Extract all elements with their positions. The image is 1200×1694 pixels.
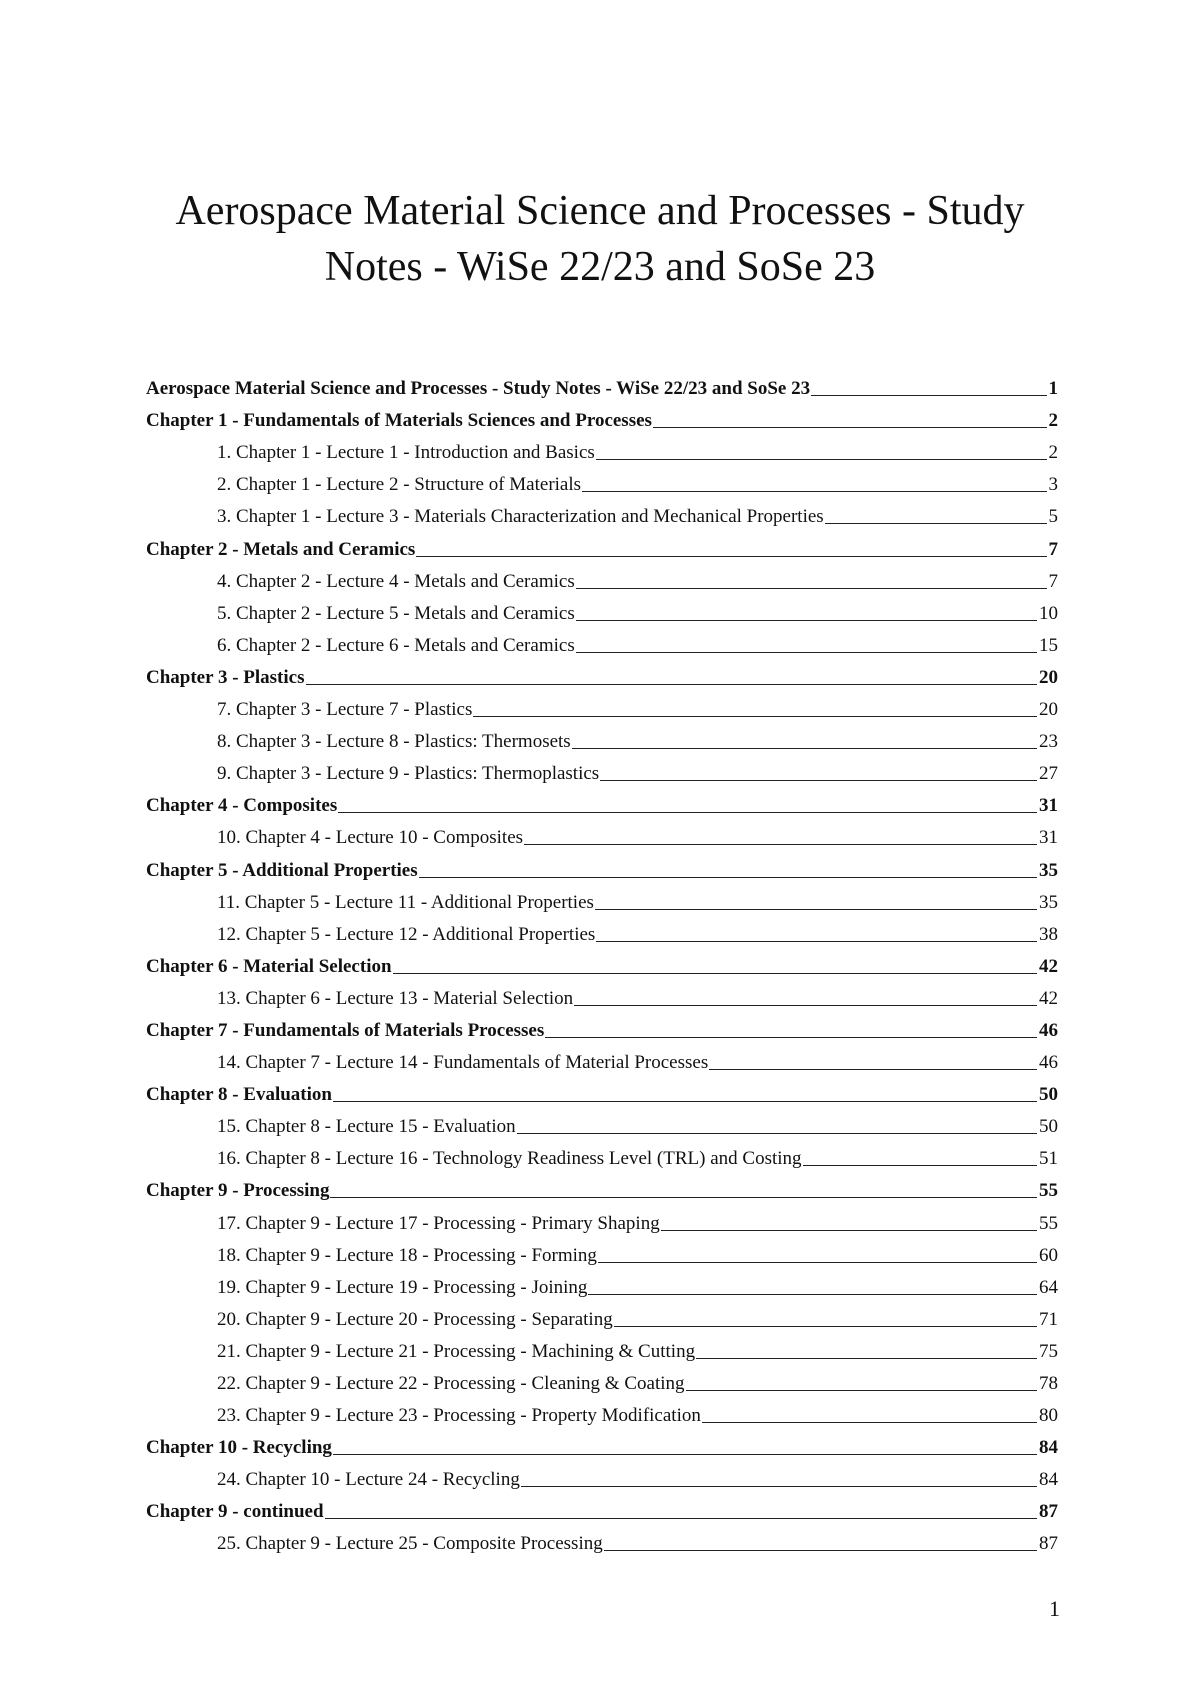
toc-entry-title: 20. Chapter 9 - Lecture 20 - Processing - Separating — [217, 1308, 613, 1330]
toc-entry-page: 87 — [1039, 1533, 1058, 1555]
toc-entry-title: 12. Chapter 5 - Lecture 12 - Additional Properties — [217, 923, 596, 945]
toc-entry-title: 25. Chapter 9 - Lecture 25 - Composite Processing — [217, 1533, 603, 1555]
toc-entry-page: 10 — [1039, 602, 1058, 624]
toc-entry-page: 35 — [1039, 891, 1058, 913]
toc-leader-line — [614, 1326, 1037, 1327]
toc-entry-page: 75 — [1039, 1340, 1058, 1362]
toc-leader-line — [576, 620, 1037, 621]
toc-leader-line — [653, 427, 1047, 428]
toc-leader-line — [686, 1390, 1037, 1391]
page-number: 1 — [1049, 1596, 1060, 1621]
toc-leader-line — [333, 1454, 1037, 1455]
toc-entry-page: 7 — [1048, 570, 1058, 592]
toc-entry-title: Chapter 1 - Fundamentals of Materials Sciences and Processes — [146, 410, 652, 432]
toc-entry-title: 9. Chapter 3 - Lecture 9 - Plastics: Thermoplastics — [217, 763, 600, 785]
toc-lecture-entry[interactable] — [146, 432, 1058, 464]
toc-leader-line — [338, 812, 1037, 813]
toc-leader-line — [604, 1550, 1037, 1551]
toc-entry-page: 78 — [1039, 1373, 1058, 1394]
toc-entry-page: 50 — [1039, 1116, 1058, 1138]
toc-entry-title: Chapter 3 - Plastics — [146, 666, 305, 688]
toc-leader-line — [596, 941, 1037, 942]
toc-lecture-entry[interactable] — [146, 625, 1058, 657]
toc-entry-title: 18. Chapter 9 - Lecture 18 - Processing - Forming — [217, 1244, 597, 1266]
toc-leader-line — [333, 1101, 1037, 1102]
toc-leader-line — [803, 1165, 1037, 1166]
toc-leader-line — [709, 1069, 1037, 1070]
toc-lecture-entry[interactable] — [146, 721, 1058, 753]
toc-entry-page: 80 — [1039, 1405, 1058, 1427]
toc-entry-page: 55 — [1039, 1180, 1058, 1202]
toc-entry-page: 35 — [1039, 859, 1058, 881]
toc-lecture-entry[interactable] — [146, 817, 1058, 849]
toc-leader-line — [696, 1358, 1037, 1359]
toc-entry-page: 23 — [1039, 731, 1058, 753]
toc-leader-line — [811, 395, 1046, 396]
toc-entry-title: Chapter 5 - Additional Properties — [146, 859, 418, 881]
toc-chapter-entry[interactable] — [146, 946, 1058, 978]
toc-entry-page: 46 — [1039, 1052, 1058, 1074]
toc-entry-page: 31 — [1039, 795, 1058, 817]
toc-lecture-entry[interactable] — [146, 689, 1058, 721]
toc-entry-title: Chapter 9 - Processing — [146, 1180, 330, 1202]
toc-chapter-entry[interactable] — [146, 400, 1058, 432]
toc-chapter-entry[interactable] — [146, 849, 1058, 881]
toc-entry-page: 7 — [1048, 538, 1058, 560]
toc-leader-line — [393, 973, 1037, 974]
toc-entry-title: 22. Chapter 9 - Lecture 22 - Processing - Cleaning & Coating — [217, 1373, 685, 1394]
toc-entry-title: 3. Chapter 1 - Lecture 3 - Materials Characterization and Mechanical Properties — [217, 506, 824, 528]
toc-leader-line — [572, 748, 1037, 749]
toc-lecture-entry[interactable] — [146, 1331, 1058, 1363]
toc-entry-title: 11. Chapter 5 - Lecture 11 - Additional Properties — [217, 891, 594, 913]
toc-lecture-entry[interactable] — [146, 464, 1058, 496]
toc-chapter-entry[interactable] — [146, 1010, 1058, 1042]
toc-entry-title: 5. Chapter 2 - Lecture 5 - Metals and Ceramics — [217, 602, 575, 624]
toc-entry-page: 60 — [1039, 1244, 1058, 1266]
toc-entry-page: 38 — [1039, 923, 1058, 945]
toc-entry-page: 5 — [1048, 506, 1058, 528]
toc-entry-page: 2 — [1048, 442, 1058, 464]
toc-entry-title: 21. Chapter 9 - Lecture 21 - Processing - Machining & Cutting — [217, 1340, 696, 1362]
toc-chapter-entry[interactable] — [146, 1074, 1058, 1106]
toc-entry-page: 1 — [1048, 378, 1058, 400]
toc-lecture-entry[interactable] — [146, 1138, 1058, 1170]
document-title-line-2: Notes - WiSe 22/23 and SoSe 23 — [324, 244, 876, 290]
toc-entry-title: Aerospace Material Science and Processes - Study Notes - WiSe 22/23 and SoSe 23 — [146, 378, 811, 400]
toc-entry-title: 7. Chapter 3 - Lecture 7 - Plastics — [217, 699, 473, 721]
toc-chapter-entry[interactable] — [146, 785, 1058, 817]
toc-leader-line — [473, 716, 1037, 717]
toc-leader-line — [306, 684, 1038, 685]
toc-leader-line — [545, 1037, 1037, 1038]
toc-entry-title: Chapter 6 - Material Selection — [146, 955, 392, 977]
toc-entry-page: 50 — [1039, 1084, 1058, 1106]
toc-leader-line — [661, 1230, 1037, 1231]
toc-lecture-entry[interactable] — [146, 978, 1058, 1010]
toc-leader-line — [419, 877, 1037, 878]
toc-chapter-entry[interactable] — [146, 528, 1058, 560]
toc-entry-title: Chapter 2 - Metals and Ceramics — [146, 538, 416, 560]
toc-entry-title: 6. Chapter 2 - Lecture 6 - Metals and Ceramics — [217, 634, 575, 656]
toc-entry-title: 24. Chapter 10 - Lecture 24 - Recycling — [217, 1469, 520, 1491]
toc-chapter-entry[interactable] — [146, 1491, 1058, 1523]
toc-chapter-entry[interactable] — [146, 1170, 1058, 1202]
toc-entry-title: Chapter 10 - Recycling — [146, 1437, 332, 1459]
toc-leader-line — [524, 844, 1037, 845]
toc-lecture-entry[interactable] — [146, 1267, 1058, 1299]
toc-chapter-entry[interactable] — [146, 368, 1058, 400]
toc-entry-title: 13. Chapter 6 - Lecture 13 - Material Selection — [217, 987, 574, 1009]
toc-lecture-entry[interactable] — [146, 1106, 1058, 1138]
toc-leader-line — [600, 780, 1037, 781]
toc-lecture-entry[interactable] — [146, 1395, 1058, 1427]
toc-lecture-entry[interactable] — [146, 1363, 1058, 1395]
toc-lecture-entry[interactable] — [146, 1202, 1058, 1234]
toc-entry-page: 51 — [1039, 1148, 1058, 1170]
toc-entry-page: 55 — [1039, 1212, 1058, 1234]
toc-leader-line — [521, 1486, 1037, 1487]
toc-entry-title: Chapter 4 - Composites — [146, 795, 338, 817]
toc-entry-title: Chapter 9 - continued — [146, 1501, 324, 1523]
toc-lecture-entry[interactable] — [146, 1235, 1058, 1267]
toc-entry-page: 20 — [1039, 699, 1058, 721]
toc-lecture-entry[interactable] — [146, 914, 1058, 946]
toc-entry-page: 64 — [1039, 1276, 1058, 1298]
toc-leader-line — [517, 1133, 1037, 1134]
toc-entry-page: 42 — [1039, 955, 1058, 977]
toc-entry-title: 10. Chapter 4 - Lecture 10 - Composites — [217, 827, 524, 849]
toc-leader-line — [825, 523, 1047, 524]
toc-entry-page: 71 — [1039, 1308, 1058, 1330]
toc-lecture-entry[interactable] — [146, 1299, 1058, 1331]
document-title — [140, 183, 1060, 295]
toc-leader-line — [598, 1262, 1037, 1263]
toc-chapter-entry[interactable] — [146, 657, 1058, 689]
toc-entry-title: 1. Chapter 1 - Lecture 1 - Introduction and Basics — [217, 442, 595, 464]
toc-entry-title: 8. Chapter 3 - Lecture 8 - Plastics: Thermosets — [217, 731, 571, 753]
toc-entry-title: Chapter 8 - Evaluation — [146, 1084, 332, 1106]
toc-entry-page: 84 — [1039, 1437, 1058, 1459]
toc-entry-title: Chapter 7 - Fundamentals of Materials Processes — [146, 1019, 545, 1041]
toc-entry-title: 19. Chapter 9 - Lecture 19 - Processing - Joining — [217, 1276, 588, 1298]
toc-entry-page: 3 — [1048, 474, 1058, 496]
toc-lecture-entry[interactable] — [146, 753, 1058, 785]
document-title-line-1: Aerospace Material Science and Processes - Study — [175, 188, 1025, 234]
toc-lecture-entry[interactable] — [146, 561, 1058, 593]
toc-entry-page: 31 — [1039, 827, 1058, 849]
toc-entry-page: 15 — [1039, 634, 1058, 656]
toc-leader-line — [576, 588, 1047, 589]
table-of-contents — [146, 368, 1058, 1555]
toc-leader-line — [576, 652, 1037, 653]
toc-entry-title: 16. Chapter 8 - Lecture 16 - Technology Readiness Level (TRL) and Costing — [217, 1148, 802, 1170]
toc-entry-title: 23. Chapter 9 - Lecture 23 - Processing - Property Modification — [217, 1405, 701, 1427]
toc-leader-line — [702, 1422, 1037, 1423]
toc-leader-line — [582, 491, 1046, 492]
toc-lecture-entry[interactable] — [146, 496, 1058, 528]
toc-entry-page: 27 — [1039, 763, 1058, 785]
toc-leader-line — [325, 1518, 1037, 1519]
toc-entry-page: 2 — [1048, 410, 1058, 432]
toc-leader-line — [330, 1197, 1037, 1198]
toc-entry-page: 42 — [1039, 987, 1058, 1009]
toc-lecture-entry[interactable] — [146, 593, 1058, 625]
toc-entry-page: 46 — [1039, 1019, 1058, 1041]
toc-entry-title: 17. Chapter 9 - Lecture 17 - Processing - Primary Shaping — [217, 1212, 660, 1234]
toc-entry-page: 84 — [1039, 1469, 1058, 1491]
toc-entry-title: 14. Chapter 7 - Lecture 14 - Fundamentals of Material Processes — [217, 1052, 709, 1074]
toc-leader-line — [574, 1005, 1037, 1006]
toc-entry-title: 2. Chapter 1 - Lecture 2 - Structure of Materials — [217, 474, 582, 496]
toc-lecture-entry[interactable] — [146, 1459, 1058, 1491]
toc-leader-line — [595, 909, 1037, 910]
toc-entry-page: 87 — [1039, 1501, 1058, 1523]
toc-leader-line — [588, 1294, 1037, 1295]
toc-lecture-entry[interactable] — [146, 1042, 1058, 1074]
toc-lecture-entry[interactable] — [146, 882, 1058, 914]
toc-entry-title: 4. Chapter 2 - Lecture 4 - Metals and Ceramics — [217, 570, 575, 592]
toc-entry-title: 15. Chapter 8 - Lecture 15 - Evaluation — [217, 1116, 516, 1138]
toc-leader-line — [416, 556, 1046, 557]
toc-chapter-entry[interactable] — [146, 1427, 1058, 1459]
toc-entry-page: 20 — [1039, 666, 1058, 688]
toc-leader-line — [596, 459, 1047, 460]
toc-lecture-entry[interactable] — [146, 1523, 1058, 1555]
